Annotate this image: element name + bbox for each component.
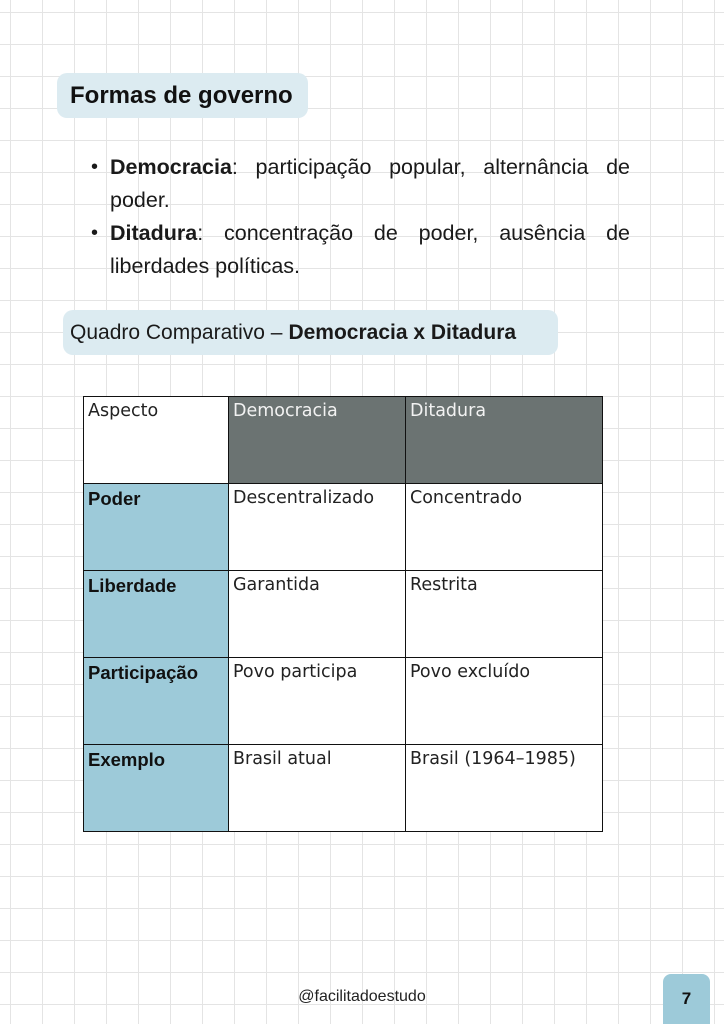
table-cell: Restrita	[406, 571, 603, 658]
list-item	[90, 217, 630, 283]
header-cell: Ditadura	[406, 397, 603, 484]
bullet-list	[90, 151, 630, 283]
section-heading-bold: Democracia x Ditadura	[288, 320, 517, 344]
table-cell: Garantida	[229, 571, 406, 658]
bullet-icon: •	[91, 156, 99, 178]
table-row	[84, 571, 603, 658]
table-cell: Concentrado	[406, 484, 603, 571]
row-label: Poder	[84, 484, 229, 571]
bullet-term: Democracia	[110, 155, 232, 179]
page-number-badge: 7	[663, 974, 710, 1024]
bullet-term: Ditadura	[110, 221, 198, 245]
bullet-text: : participação popular, alternância de poder.	[110, 155, 630, 212]
row-label: Liberdade	[84, 571, 229, 658]
section-heading	[63, 310, 558, 355]
comparison-table	[83, 396, 603, 832]
header-cell: Aspecto	[84, 397, 229, 484]
table-cell: Brasil (1964–1985)	[406, 745, 603, 832]
table-header-row	[84, 397, 603, 484]
header-cell: Democracia	[229, 397, 406, 484]
page-title: Formas de governo	[57, 73, 308, 118]
bullet-icon: •	[91, 222, 99, 244]
table-row	[84, 658, 603, 745]
table-row	[84, 745, 603, 832]
table-row	[84, 484, 603, 571]
row-label: Exemplo	[84, 745, 229, 832]
bullet-text: : concentração de poder, ausência de liberdades políticas.	[110, 221, 630, 278]
table-cell: Povo excluído	[406, 658, 603, 745]
footer-handle: @facilitadoestudo	[298, 988, 426, 1005]
table-cell: Brasil atual	[229, 745, 406, 832]
row-label: Participação	[84, 658, 229, 745]
list-item	[90, 151, 630, 217]
table-cell: Descentralizado	[229, 484, 406, 571]
table-cell: Povo participa	[229, 658, 406, 745]
section-heading-prefix: Quadro Comparativo –	[70, 320, 283, 344]
